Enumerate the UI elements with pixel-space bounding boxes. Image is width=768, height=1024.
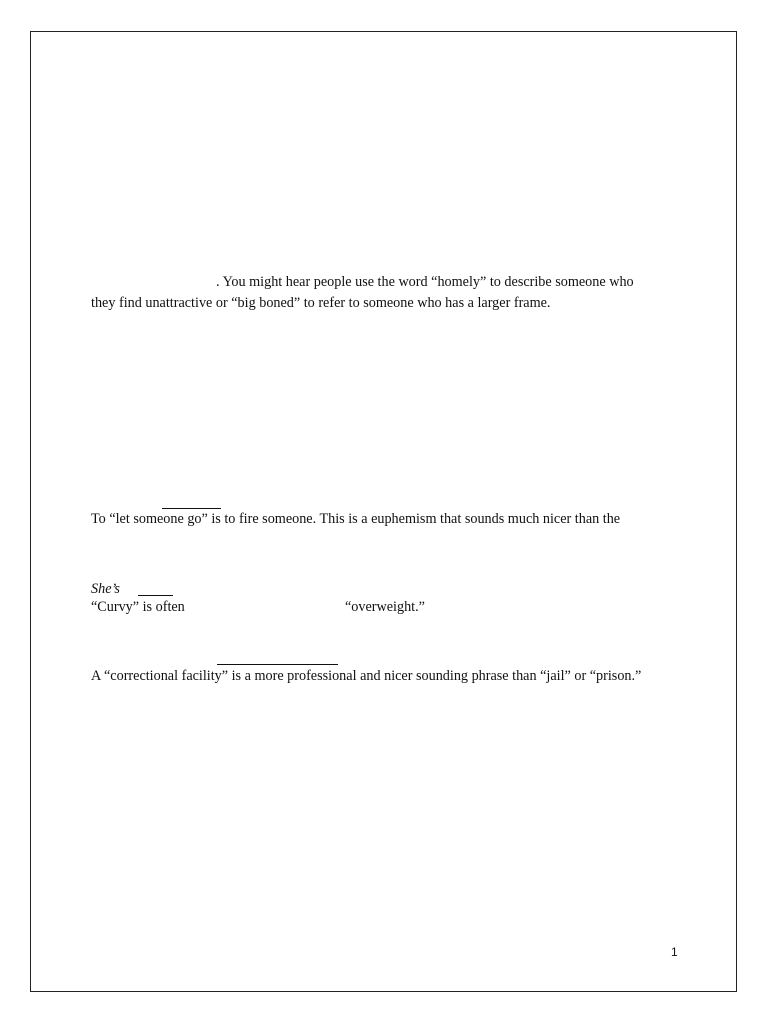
paragraph-4-line-1: A “correctional facility” is a more professional and nicer sounding phrase than “jail” or “prison.” bbox=[91, 668, 642, 684]
paragraph-3-text-left: “Curvy” is often bbox=[91, 599, 185, 615]
paragraph-1-line-1: . You might hear people use the word “homely” to describe someone who bbox=[216, 274, 634, 290]
paragraph-3-text-right: “overweight.” bbox=[345, 599, 425, 615]
paragraph-4-rule bbox=[217, 664, 338, 665]
document-page bbox=[30, 31, 737, 992]
paragraph-3-rule bbox=[138, 595, 173, 596]
paragraph-2-line-1: To “let someone go” is to fire someone. This is a euphemism that sounds much nicer than the bbox=[91, 511, 621, 527]
paragraph-3-label: She’s bbox=[91, 581, 120, 597]
page-number: 1 bbox=[671, 945, 678, 959]
paragraph-1-line-2: they find unattractive or “big boned” to refer to someone who has a larger frame. bbox=[91, 295, 551, 311]
paragraph-2-rule bbox=[162, 508, 221, 509]
